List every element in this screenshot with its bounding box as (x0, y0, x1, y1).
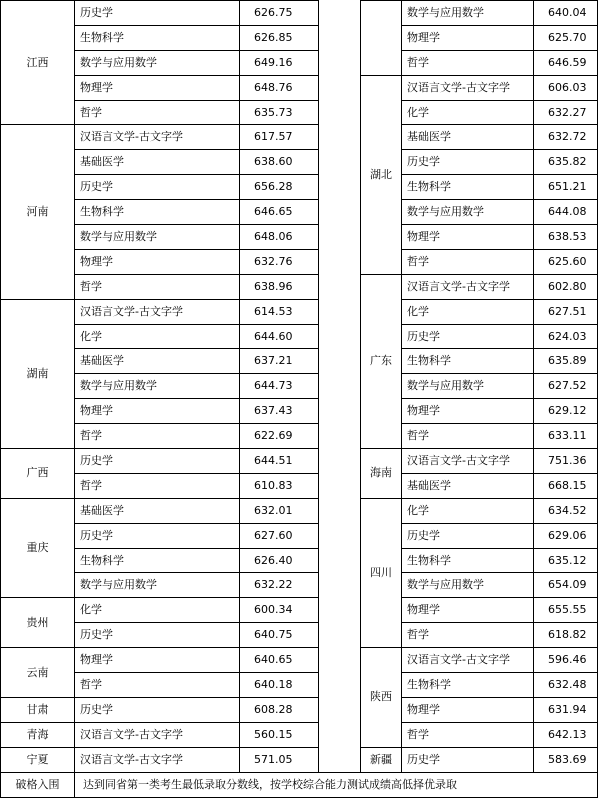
table-row (1, 424, 598, 449)
right-score-cell: 632.72 (534, 125, 598, 150)
left-major-cell: 汉语言文学-古文字学 (75, 722, 240, 747)
left-major-cell: 历史学 (75, 697, 240, 722)
right-score-cell: 629.12 (534, 399, 598, 424)
table-row (1, 50, 598, 75)
right-score-cell: 606.03 (534, 75, 598, 100)
right-major-cell: 汉语言文学-古文字学 (402, 449, 534, 474)
column-gap (319, 75, 361, 100)
left-score-cell: 648.06 (240, 225, 319, 250)
left-major-cell: 化学 (75, 598, 240, 623)
right-major-cell: 基础医学 (402, 473, 534, 498)
right-major-cell: 生物科学 (402, 673, 534, 698)
left-score-cell: 617.57 (240, 125, 319, 150)
right-score-cell: 627.52 (534, 374, 598, 399)
right-score-cell: 632.27 (534, 100, 598, 125)
left-score-cell: 637.21 (240, 349, 319, 374)
table-row (1, 200, 598, 225)
column-gap (319, 747, 361, 772)
left-province-cell: 贵州 (1, 598, 75, 648)
right-score-cell: 635.12 (534, 548, 598, 573)
table-row (1, 598, 598, 623)
left-major-cell: 基础医学 (75, 349, 240, 374)
column-gap (319, 697, 361, 722)
left-province-cell: 江西 (1, 1, 75, 125)
left-major-cell: 物理学 (75, 249, 240, 274)
right-score-cell: 651.21 (534, 175, 598, 200)
right-score-cell: 655.55 (534, 598, 598, 623)
left-major-cell: 历史学 (75, 175, 240, 200)
table-row (1, 722, 598, 747)
left-score-cell: 632.22 (240, 573, 319, 598)
right-major-cell: 化学 (402, 498, 534, 523)
right-score-cell: 629.06 (534, 523, 598, 548)
right-province-cell: 四川 (361, 498, 402, 647)
column-gap (319, 623, 361, 648)
table-row (1, 473, 598, 498)
table-row (1, 299, 598, 324)
right-score-cell: 631.94 (534, 697, 598, 722)
left-province-cell: 广西 (1, 449, 75, 499)
right-major-cell: 生物科学 (402, 175, 534, 200)
right-score-cell: 646.59 (534, 50, 598, 75)
left-major-cell: 物理学 (75, 399, 240, 424)
left-major-cell: 哲学 (75, 100, 240, 125)
right-score-cell: 638.53 (534, 225, 598, 250)
table-row (1, 1, 598, 26)
right-score-cell: 640.04 (534, 1, 598, 26)
right-score-cell: 602.80 (534, 274, 598, 299)
right-major-cell: 生物科学 (402, 349, 534, 374)
right-score-cell: 627.51 (534, 299, 598, 324)
left-score-cell: 640.75 (240, 623, 319, 648)
table-row (1, 697, 598, 722)
left-score-cell: 622.69 (240, 424, 319, 449)
footer-label: 破格入围 (1, 772, 75, 797)
left-score-cell: 644.60 (240, 324, 319, 349)
left-major-cell: 历史学 (75, 623, 240, 648)
right-major-cell: 汉语言文学-古文字学 (402, 648, 534, 673)
right-score-cell: 654.09 (534, 573, 598, 598)
right-score-cell: 642.13 (534, 722, 598, 747)
table-row (1, 648, 598, 673)
right-score-cell: 632.48 (534, 673, 598, 698)
right-score-cell: 633.11 (534, 424, 598, 449)
right-score-cell: 618.82 (534, 623, 598, 648)
column-gap (319, 424, 361, 449)
left-major-cell: 哲学 (75, 274, 240, 299)
column-gap (319, 274, 361, 299)
right-province-cell (361, 1, 402, 76)
right-major-cell: 生物科学 (402, 548, 534, 573)
right-major-cell: 化学 (402, 100, 534, 125)
column-gap (319, 100, 361, 125)
left-province-cell: 重庆 (1, 498, 75, 598)
right-score-cell: 668.15 (534, 473, 598, 498)
right-score-cell: 635.82 (534, 150, 598, 175)
left-major-cell: 数学与应用数学 (75, 50, 240, 75)
right-province-cell: 广东 (361, 274, 402, 448)
right-major-cell: 哲学 (402, 50, 534, 75)
left-major-cell: 数学与应用数学 (75, 374, 240, 399)
left-score-cell: 637.43 (240, 399, 319, 424)
right-major-cell: 物理学 (402, 697, 534, 722)
table-row (1, 673, 598, 698)
right-major-cell: 物理学 (402, 598, 534, 623)
right-major-cell: 历史学 (402, 747, 534, 772)
footer-text: 达到同省第一类考生最低录取分数线，按学校综合能力测试成绩高低择优录取 (75, 772, 598, 797)
left-major-cell: 汉语言文学-古文字学 (75, 125, 240, 150)
right-major-cell: 数学与应用数学 (402, 1, 534, 26)
right-major-cell: 哲学 (402, 424, 534, 449)
left-major-cell: 历史学 (75, 523, 240, 548)
table-row (1, 25, 598, 50)
column-gap (319, 473, 361, 498)
left-score-cell: 635.73 (240, 100, 319, 125)
left-major-cell: 哲学 (75, 673, 240, 698)
right-major-cell: 物理学 (402, 225, 534, 250)
left-major-cell: 基础医学 (75, 150, 240, 175)
table-row (1, 573, 598, 598)
column-gap (319, 523, 361, 548)
right-major-cell: 历史学 (402, 324, 534, 349)
right-score-cell: 751.36 (534, 449, 598, 474)
column-gap (319, 324, 361, 349)
left-province-cell: 河南 (1, 125, 75, 299)
left-score-cell: 638.96 (240, 274, 319, 299)
left-major-cell: 哲学 (75, 473, 240, 498)
right-major-cell: 物理学 (402, 25, 534, 50)
column-gap (319, 374, 361, 399)
left-score-cell: 644.51 (240, 449, 319, 474)
table-row (1, 175, 598, 200)
table-row (1, 249, 598, 274)
column-gap (319, 200, 361, 225)
right-score-cell: 644.08 (534, 200, 598, 225)
left-major-cell: 数学与应用数学 (75, 225, 240, 250)
left-score-cell: 632.01 (240, 498, 319, 523)
table-row (1, 150, 598, 175)
right-province-cell: 湖北 (361, 75, 402, 274)
right-major-cell: 数学与应用数学 (402, 374, 534, 399)
left-score-cell: 656.28 (240, 175, 319, 200)
left-score-cell: 649.16 (240, 50, 319, 75)
column-gap (319, 1, 361, 26)
left-province-cell: 湖南 (1, 299, 75, 448)
table-row (1, 548, 598, 573)
column-gap (319, 225, 361, 250)
column-gap (319, 673, 361, 698)
left-score-cell: 640.18 (240, 673, 319, 698)
column-gap (319, 50, 361, 75)
right-major-cell: 汉语言文学-古文字学 (402, 75, 534, 100)
right-major-cell: 化学 (402, 299, 534, 324)
table-row (1, 374, 598, 399)
left-province-cell: 宁夏 (1, 747, 75, 772)
right-province-cell: 海南 (361, 449, 402, 499)
column-gap (319, 449, 361, 474)
right-major-cell: 哲学 (402, 249, 534, 274)
right-major-cell: 哲学 (402, 722, 534, 747)
column-gap (319, 648, 361, 673)
left-major-cell: 数学与应用数学 (75, 573, 240, 598)
left-major-cell: 历史学 (75, 449, 240, 474)
column-gap (319, 150, 361, 175)
left-major-cell: 生物科学 (75, 548, 240, 573)
column-gap (319, 349, 361, 374)
column-gap (319, 573, 361, 598)
table-row (1, 349, 598, 374)
right-major-cell: 数学与应用数学 (402, 573, 534, 598)
right-score-cell: 634.52 (534, 498, 598, 523)
right-major-cell: 基础医学 (402, 125, 534, 150)
right-score-cell: 583.69 (534, 747, 598, 772)
right-major-cell: 历史学 (402, 150, 534, 175)
right-major-cell: 汉语言文学-古文字学 (402, 274, 534, 299)
left-major-cell: 汉语言文学-古文字学 (75, 299, 240, 324)
column-gap (319, 548, 361, 573)
left-major-cell: 历史学 (75, 1, 240, 26)
right-score-cell: 625.70 (534, 25, 598, 50)
right-major-cell: 数学与应用数学 (402, 200, 534, 225)
left-score-cell: 627.60 (240, 523, 319, 548)
table-row (1, 125, 598, 150)
left-score-cell: 600.34 (240, 598, 319, 623)
column-gap (319, 25, 361, 50)
table-row (1, 747, 598, 772)
left-score-cell: 638.60 (240, 150, 319, 175)
footer-row (1, 772, 598, 797)
column-gap (319, 249, 361, 274)
left-major-cell: 化学 (75, 324, 240, 349)
right-major-cell: 物理学 (402, 399, 534, 424)
table-row (1, 498, 598, 523)
left-score-cell: 626.40 (240, 548, 319, 573)
left-major-cell: 汉语言文学-古文字学 (75, 747, 240, 772)
left-score-cell: 640.65 (240, 648, 319, 673)
right-score-cell: 625.60 (534, 249, 598, 274)
right-major-cell: 哲学 (402, 623, 534, 648)
column-gap (319, 175, 361, 200)
left-major-cell: 物理学 (75, 75, 240, 100)
left-major-cell: 生物科学 (75, 25, 240, 50)
table-row (1, 399, 598, 424)
right-score-cell: 635.89 (534, 349, 598, 374)
left-score-cell: 646.65 (240, 200, 319, 225)
table-row (1, 523, 598, 548)
right-score-cell: 596.46 (534, 648, 598, 673)
table-row (1, 75, 598, 100)
column-gap (319, 399, 361, 424)
right-major-cell: 历史学 (402, 523, 534, 548)
left-score-cell: 644.73 (240, 374, 319, 399)
right-province-cell: 新疆 (361, 747, 402, 772)
right-province-cell: 陕西 (361, 648, 402, 748)
left-score-cell: 614.53 (240, 299, 319, 324)
table-row (1, 274, 598, 299)
left-province-cell: 甘肃 (1, 697, 75, 722)
table-row (1, 100, 598, 125)
left-score-cell: 571.05 (240, 747, 319, 772)
left-score-cell: 560.15 (240, 722, 319, 747)
left-province-cell: 青海 (1, 722, 75, 747)
table-row (1, 449, 598, 474)
left-score-cell: 632.76 (240, 249, 319, 274)
right-score-cell: 624.03 (534, 324, 598, 349)
left-score-cell: 610.83 (240, 473, 319, 498)
left-major-cell: 哲学 (75, 424, 240, 449)
left-score-cell: 626.85 (240, 25, 319, 50)
column-gap (319, 299, 361, 324)
table-row (1, 623, 598, 648)
table-row (1, 225, 598, 250)
left-major-cell: 生物科学 (75, 200, 240, 225)
left-province-cell: 云南 (1, 648, 75, 698)
left-major-cell: 物理学 (75, 648, 240, 673)
column-gap (319, 598, 361, 623)
column-gap (319, 498, 361, 523)
left-score-cell: 608.28 (240, 697, 319, 722)
left-score-cell: 648.76 (240, 75, 319, 100)
column-gap (319, 125, 361, 150)
column-gap (319, 722, 361, 747)
left-score-cell: 626.75 (240, 1, 319, 26)
table-row (1, 324, 598, 349)
left-major-cell: 基础医学 (75, 498, 240, 523)
